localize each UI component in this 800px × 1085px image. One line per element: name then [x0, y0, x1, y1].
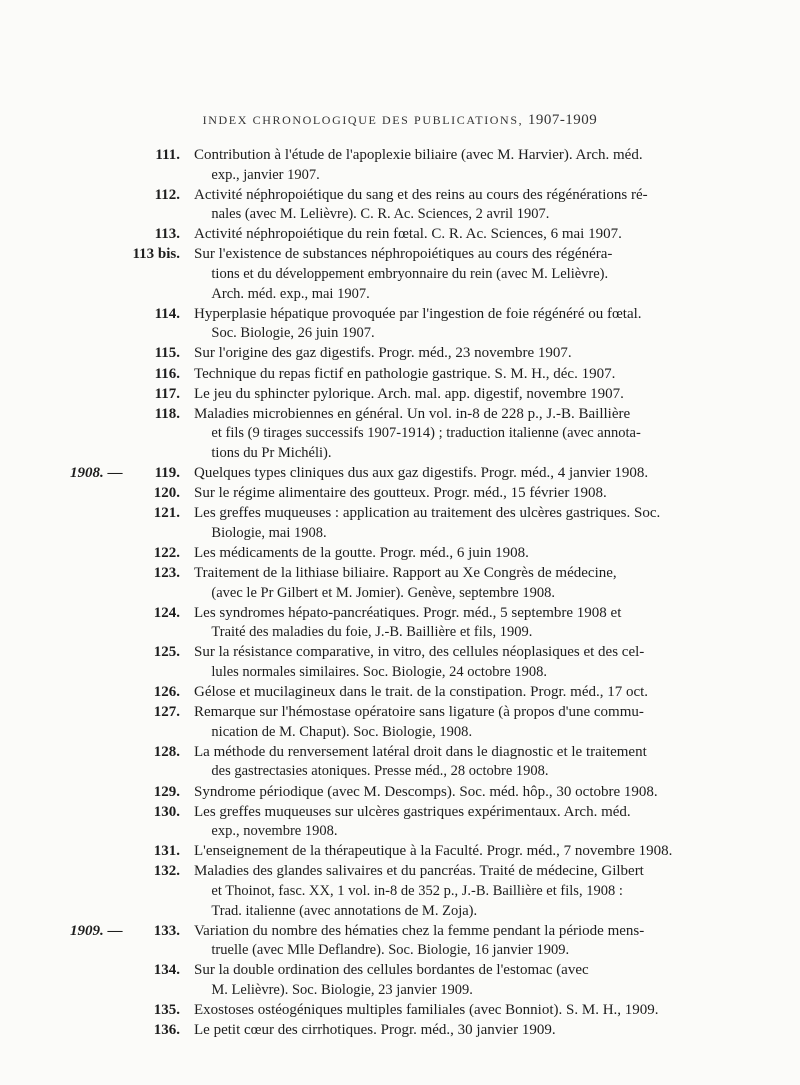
entry-text-line: Biologie, mai 1908.	[211, 524, 327, 541]
year-label: 1909.	[70, 922, 104, 939]
publication-entry	[0, 842, 800, 862]
entry-text-line: Trad. italienne (avec annotations de M. Zoja).	[211, 902, 478, 919]
entry-text-line: exp., novembre 1908.	[211, 823, 338, 840]
entry-text-line: Exostoses ostéogéniques multiples familiales (avec Bonniot). S. M. H., 1909.	[194, 1002, 659, 1019]
entry-text-line: Traité des maladies du foie, J.-B. Baillière et fils, 1909.	[211, 624, 533, 641]
year-marker	[70, 922, 123, 942]
entry-text-line: Contribution à l'étude de l'apoplexie biliaire (avec M. Harvier). Arch. méd.	[194, 147, 643, 163]
entry-text-line: Variation du nombre des hématies chez la femme pendant la période mens-	[194, 922, 645, 939]
entry-text-line: L'enseignement de la thérapeutique à la Faculté. Progr. méd., 7 novembre 1908.	[194, 843, 673, 860]
entry-number: 113.	[154, 226, 180, 243]
entry-number: 120.	[153, 485, 180, 502]
entry-text-line: Technique du repas fictif en pathologie gastrique. S. M. H., déc. 1907.	[194, 365, 616, 382]
entry-text-line: Traitement de la lithiase biliaire. Rapport au Xe Congrès de médecine,	[194, 564, 617, 581]
publication-entry	[0, 544, 800, 564]
entry-number: 126.	[153, 684, 180, 701]
publication-entry	[0, 643, 800, 682]
publication-entry	[0, 862, 800, 921]
entry-text-line: Sur le régime alimentaire des goutteux. Progr. méd., 15 février 1908.	[194, 485, 607, 502]
publication-entry	[0, 405, 800, 464]
entry-number: 115.	[154, 345, 180, 362]
entry-text-line: lules normales similaires. Soc. Biologie, 24 octobre 1908.	[211, 663, 547, 680]
entry-text-line: Les greffes muqueuses sur ulcères gastriques expérimentaux. Arch. méd.	[194, 803, 631, 820]
entry-text-line: Arch. méd. exp., mai 1907.	[211, 285, 370, 302]
entry-text-line: Sur l'existence de substances néphropoiétiques au cours des régénéra-	[194, 246, 613, 263]
entry-number: 133.	[153, 922, 180, 939]
entry-text-line: des gastrectasies atoniques. Presse méd., 28 octobre 1908.	[211, 763, 549, 780]
entry-text-line: Le jeu du sphincter pylorique. Arch. mal. app. digestif, novembre 1907.	[194, 385, 624, 402]
publication-entry	[0, 743, 800, 782]
entry-number: 124.	[153, 604, 180, 621]
entry-text-line: Sur l'origine des gaz digestifs. Progr. méd., 23 novembre 1907.	[194, 345, 572, 362]
entry-number: 134.	[153, 962, 180, 979]
publication-entry	[0, 783, 800, 803]
publication-entry	[0, 922, 800, 961]
entry-text-line: M. Lelièvre). Soc. Biologie, 23 janvier 1909.	[211, 981, 473, 998]
entry-number: 135.	[153, 1002, 180, 1019]
entry-text-line: Sur la double ordination des cellules bordantes de l'estomac (avec	[194, 962, 589, 979]
publication-entry	[0, 484, 800, 504]
entry-number: 118.	[154, 405, 180, 422]
publication-entry	[0, 186, 800, 225]
entry-number: 117.	[154, 385, 180, 402]
entry-text-line: (avec le Pr Gilbert et M. Jomier). Genève, septembre 1908.	[211, 584, 555, 601]
entry-text-line: Maladies des glandes salivaires et du pancréas. Traité de médecine, Gilbert	[194, 863, 644, 880]
entry-number: 129.	[153, 783, 180, 800]
year-marker	[70, 464, 123, 484]
entry-text-line: Gélose et mucilagineux dans le trait. de la constipation. Progr. méd., 17 oct.	[194, 684, 649, 701]
publication-entry	[0, 564, 800, 603]
publication-entry	[0, 385, 800, 405]
header-title: INDEX CHRONOLOGIQUE DES PUBLICATIONS,	[202, 113, 524, 127]
entry-number: 132.	[153, 863, 180, 880]
entry-number: 123.	[153, 564, 180, 581]
entry-text-line: Maladies microbiennes en général. Un vol. in-8 de 228 p., J.-B. Baillière	[194, 405, 631, 422]
publication-entry	[0, 146, 800, 185]
publication-entry	[0, 683, 800, 703]
entry-text-line: Hyperplasie hépatique provoquée par l'ingestion de foie régénéré ou fœtal.	[194, 305, 642, 322]
entry-text-line: nales (avec M. Lelièvre). C. R. Ac. Sciences, 2 avril 1907.	[211, 206, 550, 223]
entry-text-line: Syndrome périodique (avec M. Descomps). Soc. méd. hôp., 30 octobre 1908.	[194, 783, 658, 800]
year-label: 1908.	[70, 465, 104, 481]
entry-text-line: Activité néphropoiétique du rein fœtal. C. R. Ac. Sciences, 6 mai 1907.	[194, 226, 622, 243]
publication-entry	[0, 504, 800, 543]
entry-text-line: nication de M. Chaput). Soc. Biologie, 1908.	[211, 723, 473, 740]
running-header	[0, 112, 800, 129]
entry-number: 128.	[153, 743, 180, 760]
publication-list	[0, 146, 800, 1041]
entry-number: 116.	[154, 365, 180, 382]
entry-text-line: Les médicaments de la goutte. Progr. méd., 6 juin 1908.	[194, 544, 529, 561]
entry-number: 125.	[153, 644, 180, 661]
entry-text-line: Le petit cœur des cirrhotiques. Progr. méd., 30 janvier 1909.	[194, 1022, 556, 1039]
entry-number: 111.	[155, 147, 180, 163]
entry-number: 136.	[153, 1022, 180, 1039]
year-dash: —	[107, 922, 123, 939]
entry-text-line: et Thoinot, fasc. XX, 1 vol. in-8 de 352 p., J.-B. Baillière et fils, 1908 :	[211, 882, 623, 899]
entry-text-line: Les greffes muqueuses : application au traitement des ulcères gastriques. Soc.	[194, 505, 661, 522]
entry-number: 113 bis.	[132, 246, 180, 263]
entry-number: 119.	[154, 465, 180, 481]
publication-entry	[0, 961, 800, 1000]
entry-text-line: tions et du développement embryonnaire du rein (avec M. Lelièvre).	[211, 266, 609, 283]
entry-number: 114.	[154, 305, 180, 322]
entry-text-line: La méthode du renversement latéral droit dans le diagnostic et le traitement	[194, 743, 647, 760]
header-years: 1907-1909	[527, 112, 598, 128]
publication-entry	[0, 225, 800, 245]
publication-entry	[0, 365, 800, 385]
publication-entry	[0, 803, 800, 842]
entry-text-line: Quelques types cliniques dus aux gaz digestifs. Progr. méd., 4 janvier 1908.	[194, 465, 649, 481]
entry-text-line: et fils (9 tirages successifs 1907-1914) ; traduction italienne (avec annota-	[211, 425, 641, 442]
year-dash: —	[107, 465, 123, 481]
entry-text-line: Remarque sur l'hémostase opératoire sans ligature (à propos d'une commu-	[194, 704, 644, 721]
entry-text-line: Sur la résistance comparative, in vitro, des cellules néoplasiques et des cel-	[194, 644, 645, 661]
entry-text-line: Activité néphropoiétique du sang et des reins au cours des régénérations ré-	[194, 186, 648, 203]
publication-entry	[0, 703, 800, 742]
entry-number: 112.	[154, 186, 180, 203]
publication-entry	[0, 245, 800, 304]
entry-text-line: truelle (avec Mlle Deflandre). Soc. Biologie, 16 janvier 1909.	[211, 942, 570, 959]
entry-number: 127.	[153, 704, 180, 721]
entry-number: 121.	[153, 505, 180, 522]
publication-entry	[0, 604, 800, 643]
entry-text-line: Les syndromes hépato-pancréatiques. Progr. méd., 5 septembre 1908 et	[194, 604, 622, 621]
publication-entry	[0, 344, 800, 364]
entry-number: 122.	[153, 544, 180, 561]
publication-entry	[0, 305, 800, 344]
entry-text-line: Soc. Biologie, 26 juin 1907.	[211, 325, 375, 342]
publication-entry	[0, 1021, 800, 1041]
entry-number: 130.	[153, 803, 180, 820]
publication-entry	[0, 1001, 800, 1021]
entry-text-line: exp., janvier 1907.	[211, 166, 320, 183]
entry-text-line: tions du Pr Michéli).	[211, 444, 332, 461]
publication-entry	[0, 464, 800, 484]
entry-number: 131.	[153, 843, 180, 860]
